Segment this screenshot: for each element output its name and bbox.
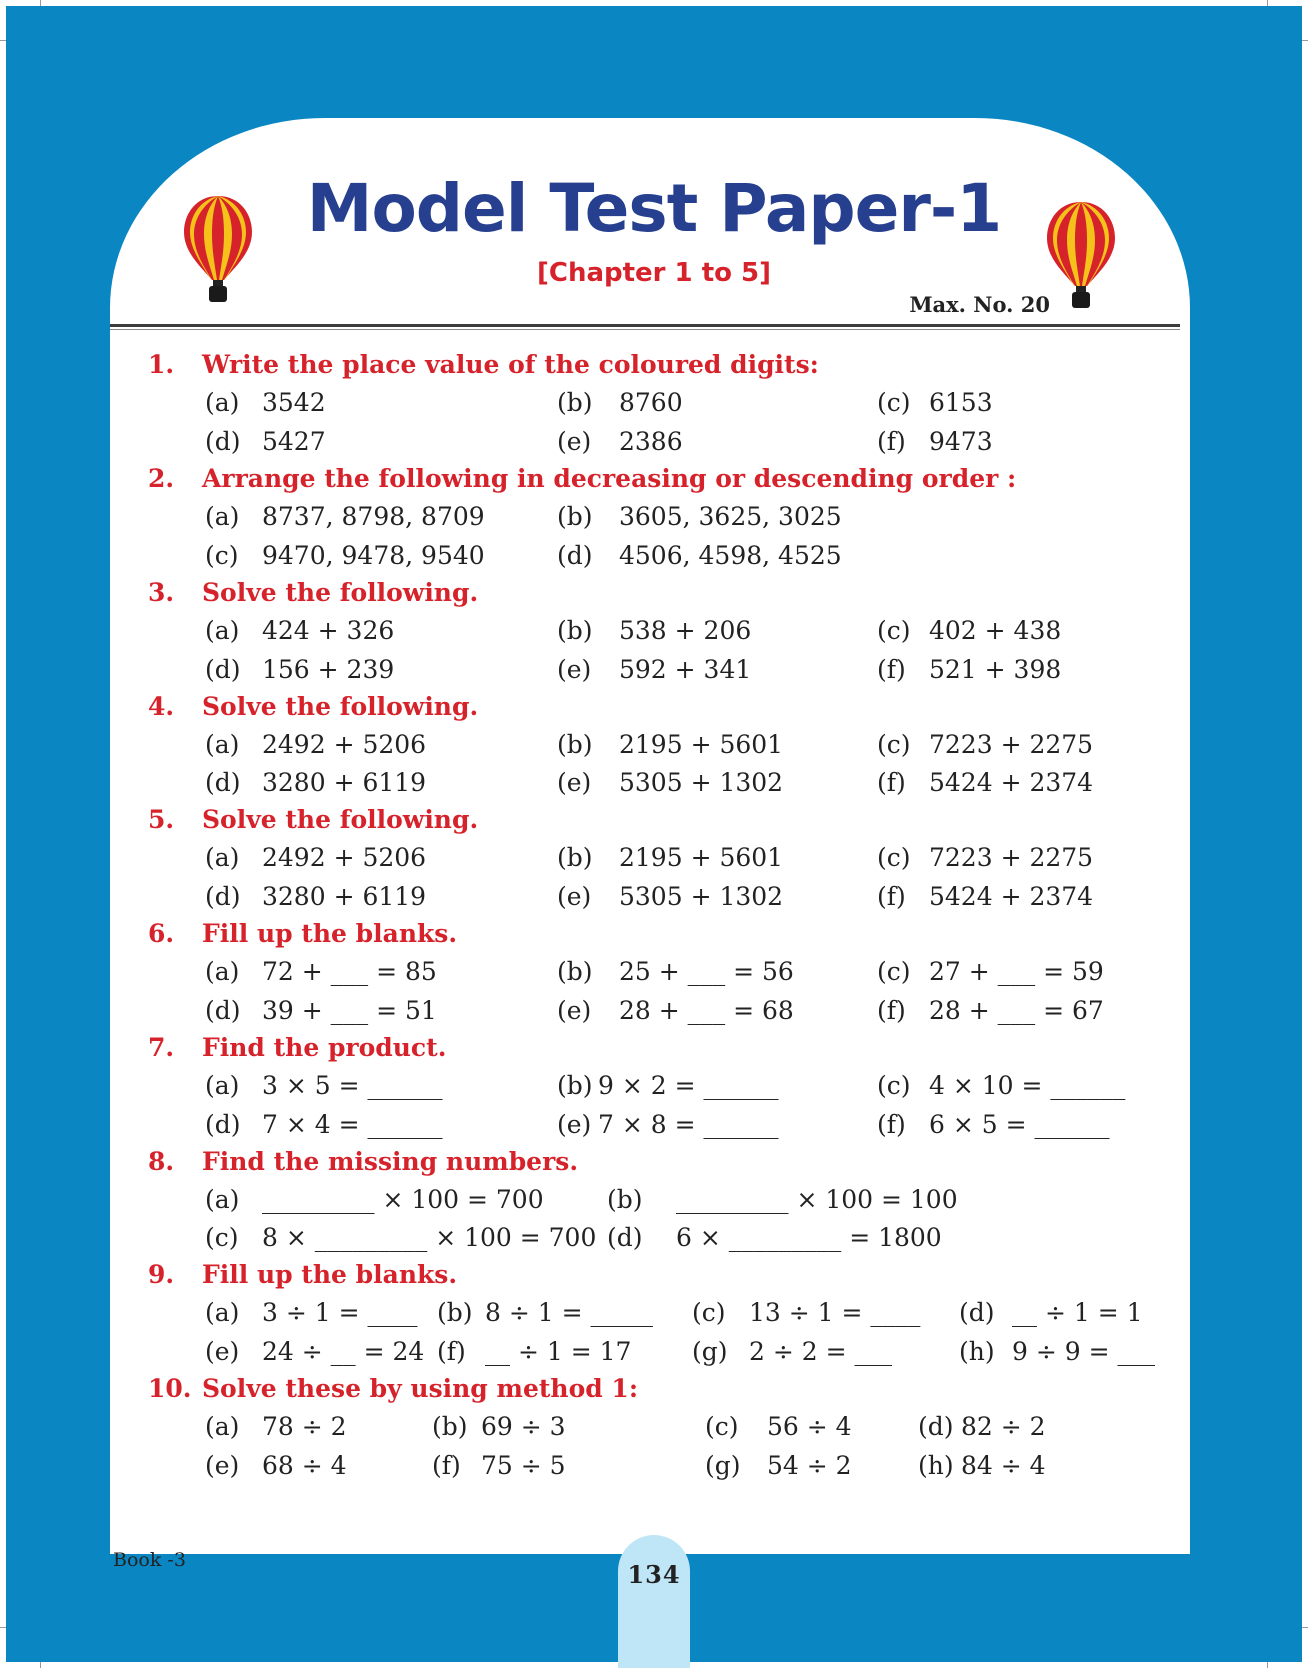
item-value: 2492 + 5206 [262, 843, 427, 872]
item-value: 68 ÷ 4 [262, 1451, 347, 1480]
item-label: (e) [557, 655, 592, 684]
item-label: (e) [557, 882, 592, 911]
item-label: (f) [432, 1451, 461, 1480]
item-value: __ ÷ 1 = 1 [1012, 1298, 1143, 1327]
item-label: (a) [205, 1185, 240, 1214]
item-label: (c) [877, 843, 911, 872]
item-label: (b) [557, 1071, 593, 1100]
item-label: (b) [557, 957, 593, 986]
item-label: (d) [205, 882, 241, 911]
item-label: (b) [607, 1185, 643, 1214]
item-label: (f) [877, 1110, 906, 1139]
item-label: (e) [557, 996, 592, 1025]
item-value: 3 × 5 = ______ [262, 1071, 443, 1100]
item-label: (g) [705, 1451, 741, 1480]
item-value: 6153 [929, 388, 993, 417]
item-value: 24 ÷ __ = 24 [262, 1337, 425, 1366]
item-value: 6 × _________ = 1800 [676, 1223, 942, 1252]
item-label: (b) [557, 502, 593, 531]
item-value: 82 ÷ 2 [961, 1412, 1046, 1441]
item-label: (a) [205, 843, 240, 872]
question-text: Solve the following. [202, 578, 479, 607]
item-label: (b) [557, 730, 593, 759]
header-divider [110, 329, 1180, 330]
item-label: (d) [205, 427, 241, 456]
item-value: 521 + 398 [929, 655, 1062, 684]
item-value: 27 + ___ = 59 [929, 957, 1104, 986]
item-value: 6 × 5 = ______ [929, 1110, 1110, 1139]
item-value: 424 + 326 [262, 616, 395, 645]
item-value: 7223 + 2275 [929, 730, 1094, 759]
item-label: (f) [877, 882, 906, 911]
question-number: 7. [148, 1033, 175, 1062]
item-value: __ ÷ 1 = 17 [485, 1337, 632, 1366]
item-value: 7 × 8 = ______ [598, 1110, 779, 1139]
item-value: 13 ÷ 1 = ____ [749, 1298, 921, 1327]
item-label: (d) [557, 541, 593, 570]
item-label: (h) [918, 1451, 954, 1480]
question-number: 4. [148, 692, 175, 721]
question-text: Arrange the following in decreasing or descending order : [202, 464, 1017, 493]
page-number: 134 [627, 1560, 681, 1589]
max-marks: Max. No. 20 [909, 292, 1050, 317]
item-label: (a) [205, 957, 240, 986]
item-label: (a) [205, 388, 240, 417]
item-label: (d) [959, 1298, 995, 1327]
question-text: Solve these by using method 1: [202, 1374, 639, 1403]
item-value: 28 + ___ = 68 [619, 996, 794, 1025]
item-value: 7223 + 2275 [929, 843, 1094, 872]
item-label: (c) [877, 616, 911, 645]
item-label: (a) [205, 1298, 240, 1327]
item-label: (b) [432, 1412, 468, 1441]
question-number: 2. [148, 464, 175, 493]
item-label: (b) [557, 843, 593, 872]
item-value: 54 ÷ 2 [767, 1451, 852, 1480]
item-label: (d) [205, 655, 241, 684]
item-value: 2492 + 5206 [262, 730, 427, 759]
item-label: (a) [205, 1071, 240, 1100]
item-label: (f) [877, 996, 906, 1025]
item-value: 4 × 10 = ______ [929, 1071, 1126, 1100]
item-value: 72 + ___ = 85 [262, 957, 437, 986]
item-label: (e) [205, 1337, 240, 1366]
page-number-tab [618, 1535, 690, 1668]
page-subtitle: [Chapter 1 to 5] [536, 258, 772, 288]
page-title: Model Test Paper-1 [306, 170, 1002, 247]
item-value: 7 × 4 = ______ [262, 1110, 443, 1139]
item-label: (a) [205, 1412, 240, 1441]
item-label: (c) [877, 957, 911, 986]
item-label: (c) [877, 388, 911, 417]
item-label: (a) [205, 730, 240, 759]
item-label: (d) [918, 1412, 954, 1441]
item-value: 39 + ___ = 51 [262, 996, 437, 1025]
question-text: Fill up the blanks. [202, 919, 458, 948]
question-text: Solve the following. [202, 692, 479, 721]
item-value: 78 ÷ 2 [262, 1412, 347, 1441]
item-value: 5305 + 1302 [619, 882, 784, 911]
item-value: 402 + 438 [929, 616, 1062, 645]
item-value: 56 ÷ 4 [767, 1412, 852, 1441]
question-number: 8. [148, 1147, 175, 1176]
item-value: _________ × 100 = 100 [676, 1185, 958, 1214]
question-text: Find the missing numbers. [202, 1147, 579, 1176]
item-value: 3605, 3625, 3025 [619, 502, 842, 531]
item-value: 2195 + 5601 [619, 730, 784, 759]
question-number: 3. [148, 578, 175, 607]
item-label: (e) [557, 1110, 592, 1139]
item-label: (f) [877, 427, 906, 456]
item-value: 592 + 341 [619, 655, 752, 684]
item-value: 2386 [619, 427, 683, 456]
item-label: (b) [557, 616, 593, 645]
item-value: 9470, 9478, 9540 [262, 541, 485, 570]
item-label: (a) [205, 502, 240, 531]
item-value: 9473 [929, 427, 993, 456]
item-value: 5427 [262, 427, 326, 456]
item-label: (c) [877, 730, 911, 759]
item-value: 8737, 8798, 8709 [262, 502, 485, 531]
item-value: 8 × _________ × 100 = 700 [262, 1223, 597, 1252]
item-label: (e) [557, 768, 592, 797]
item-label: (c) [205, 1223, 239, 1252]
book-label: Book -3 [113, 1549, 186, 1571]
item-value: 5305 + 1302 [619, 768, 784, 797]
item-label: (d) [205, 996, 241, 1025]
item-label: (e) [205, 1451, 240, 1480]
item-label: (f) [437, 1337, 466, 1366]
question-text: Fill up the blanks. [202, 1260, 458, 1289]
item-value: 9 × 2 = ______ [598, 1071, 779, 1100]
header-divider [110, 324, 1180, 327]
item-value: 4506, 4598, 4525 [619, 541, 842, 570]
item-label: (b) [557, 388, 593, 417]
item-label: (f) [877, 655, 906, 684]
item-label: (e) [557, 427, 592, 456]
question-number: 10. [148, 1374, 192, 1403]
question-text: Find the product. [202, 1033, 447, 1062]
item-value: 84 ÷ 4 [961, 1451, 1046, 1480]
item-label: (d) [205, 768, 241, 797]
item-label: (d) [205, 1110, 241, 1139]
item-value: 9 ÷ 9 = ___ [1012, 1337, 1155, 1366]
item-label: (c) [205, 541, 239, 570]
item-label: (h) [959, 1337, 995, 1366]
item-value: 5424 + 2374 [929, 882, 1094, 911]
item-value: 2 ÷ 2 = ___ [749, 1337, 892, 1366]
item-value: 8 ÷ 1 = _____ [485, 1298, 653, 1327]
question-number: 6. [148, 919, 175, 948]
item-value: 3280 + 6119 [262, 768, 427, 797]
item-value: 538 + 206 [619, 616, 752, 645]
item-label: (c) [877, 1071, 911, 1100]
item-label: (c) [705, 1412, 739, 1441]
item-label: (f) [877, 768, 906, 797]
item-label: (b) [437, 1298, 473, 1327]
item-value: 3 ÷ 1 = ____ [262, 1298, 418, 1327]
question-text: Solve the following. [202, 805, 479, 834]
item-value: _________ × 100 = 700 [262, 1185, 544, 1214]
question-number: 5. [148, 805, 175, 834]
item-value: 28 + ___ = 67 [929, 996, 1104, 1025]
item-value: 156 + 239 [262, 655, 395, 684]
item-value: 3280 + 6119 [262, 882, 427, 911]
item-label: (c) [692, 1298, 726, 1327]
item-value: 5424 + 2374 [929, 768, 1094, 797]
item-value: 3542 [262, 388, 326, 417]
item-value: 8760 [619, 388, 683, 417]
item-value: 69 ÷ 3 [481, 1412, 566, 1441]
item-label: (d) [607, 1223, 643, 1252]
question-number: 1. [148, 350, 175, 379]
item-value: 25 + ___ = 56 [619, 957, 794, 986]
question-text: Write the place value of the coloured digits: [202, 350, 819, 379]
item-value: 2195 + 5601 [619, 843, 784, 872]
item-label: (g) [692, 1337, 728, 1366]
item-label: (a) [205, 616, 240, 645]
question-number: 9. [148, 1260, 175, 1289]
item-value: 75 ÷ 5 [481, 1451, 566, 1480]
